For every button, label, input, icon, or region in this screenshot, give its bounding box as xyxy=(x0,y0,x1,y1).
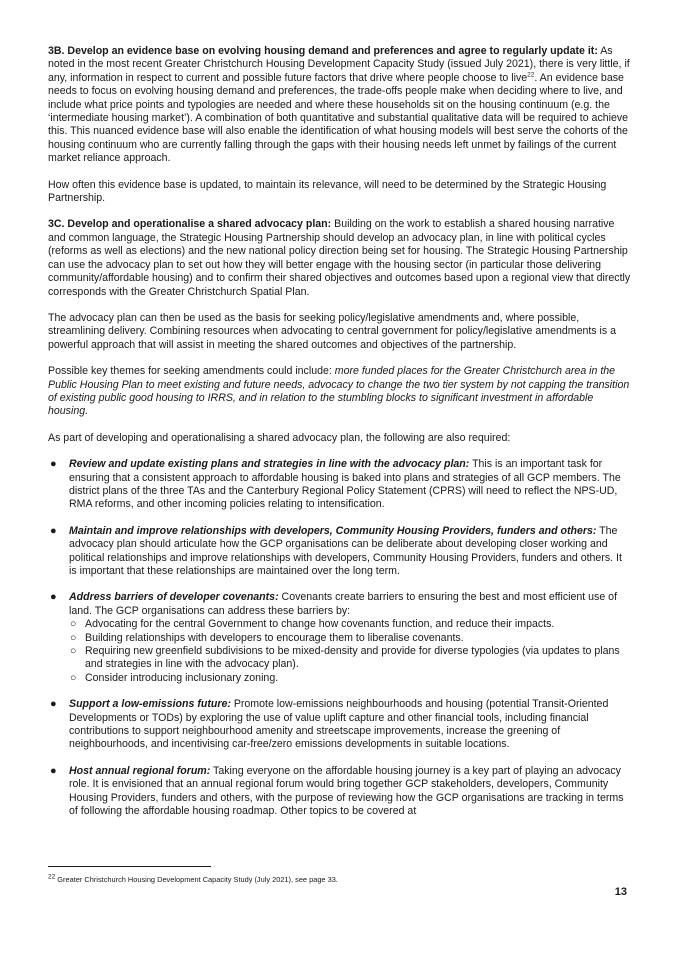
text-3c: Building on the work to establish a shared housing narrative and common language, the Strategic Housing Partnership should develop an advocacy plan, in line with political cycles (reforms as well as elections) and the new national policy direction being set for housing. The Strategic Housing Partnership can use the advocacy plan to set out how they will better engage with the housing sector (in particular those delivering community/affordable housing) and to confirm their shared objectives and outcomes based upon a regional view that directly corresponds with the Greater Christchurch Spatial Plan. xyxy=(48,218,631,298)
bullet-text: The advocacy plan should articulate how the GCP organisations can be deliberate about developing closer working and political relationships and improve relationships with developers, Community Housing Providers, funders and others. It is important that these relationships are maintained over the long term. xyxy=(69,524,622,577)
bullet-text: Promote low-emissions neighbourhoods and housing (potential Transit-Oriented Developments or TODs) by exploring the use of value uplift capture and other financial tools, including financial contributions to support neighbourhood amenity and streetscape improvements, increase the greening of neighbourhoods, and incentivising car-free/zero emissions developments in suitable locations. xyxy=(69,698,609,751)
footnote-reference[interactable]: 22 xyxy=(527,71,535,79)
circle-bullet-icon: ○ xyxy=(70,645,77,658)
circle-bullet-icon: ○ xyxy=(70,618,77,631)
page-content xyxy=(48,45,632,832)
paragraph-advocacy-basis: The advocacy plan can then be used as the basis for seeking policy/legislative amendments and, where possible, streamlining delivery. Combining resources when advocating to central government for policy/legislative amendments is a powerful approach that will assist in meeting the shared outcomes and objectives of the partnership. xyxy=(48,311,617,351)
bullet-list xyxy=(48,458,632,818)
sub-bullet-text: Consider introducing inclusionary zoning. xyxy=(85,671,279,684)
paragraph-key-themes xyxy=(48,365,632,419)
sub-list-item xyxy=(69,618,632,631)
text-3b-part1: As noted in the most recent Greater Christchurch Housing Development Capacity Study (issued July 2021), there is very little, if any, information in respect to current and possible future factors that drive where people choose to live xyxy=(48,45,630,84)
paragraph-3b-update: How often this evidence base is updated, to maintain its relevance, will need to be determined by the Strategic Housing Partnership. xyxy=(48,178,607,205)
sub-bullet-list xyxy=(69,618,632,685)
heading-3c: 3C. Develop and operationalise a shared advocacy plan: xyxy=(48,218,332,231)
bullet-text: Covenants create barriers to ensuring the best and most efficient use of land. The GCP organisations can address these barriers by: xyxy=(69,591,618,617)
list-item xyxy=(48,458,632,512)
sub-list-item xyxy=(69,632,632,645)
sub-list-item xyxy=(69,672,632,685)
page-number: 13 xyxy=(614,886,627,898)
text-3b-part2: . An evidence base needs to focus on evolving housing demand and preferences, the trade-offs people make when deciding where to live, and include what price points and typologies are needed and where these households sit on the housing continuum (e.g. the ‘intermediate housing market’). A combination of both quantitative and substantial qualitative data will be required to achieve this. This nuanced evidence base will also enable the identification of what housing models will best serve the cohorts of the housing continuum who are currently falling through the gaps with their housing needs left unmet by failings of the current market reliance approach. xyxy=(48,71,629,165)
sub-bullet-text: Advocating for the central Government to change how covenants function, and reduce their impacts. xyxy=(85,618,555,631)
bullet-text: Taking everyone on the affordable housing journey is a key part of playing an advocacy role. It is envisioned that an annual regional forum would bring together GCP stakeholders, developers, Community Housing Providers, funders and others, with the purpose of reviewing how the GCP organisations are tracking in terms of following the affordable housing roadmap. Other topics to be covered at xyxy=(69,764,624,818)
bullet-title: Support a low-emissions future: xyxy=(69,698,231,711)
bullet-text: This is an important task for ensuring that a consistent approach to affordable housing is baked into plans and strategies of all GCP members. The district plans of the three TAs and the Canterbury Regional Policy Statement (CPRS) will need to reflect the NPS-UD, RMA reforms, and other incoming policies relating to intensification. xyxy=(69,458,621,511)
bullet-icon: ● xyxy=(50,591,57,604)
bullet-title: Review and update existing plans and strategies in line with the advocacy plan: xyxy=(69,458,470,471)
sub-bullet-text: Building relationships with developers to encourage them to liberalise covenants. xyxy=(85,631,464,644)
bullet-icon: ● xyxy=(50,524,57,537)
key-themes-italic: more funded places for the Greater Christchurch area in the Public Housing Plan to meet existing and future needs, advocacy to change the two tier system by not capping the transition of existing public good housing to IRRS, and in relation to the stumbling blocks to significant investment in affordable housing. xyxy=(48,365,630,418)
bullet-title: Address barriers of developer covenants: xyxy=(69,591,279,604)
heading-3b: 3B. Develop an evidence base on evolving housing demand and preferences and agree to regularly update it: xyxy=(48,45,598,57)
footnote-divider xyxy=(48,866,211,867)
list-item xyxy=(48,765,632,819)
paragraph-3c xyxy=(48,218,632,298)
footnote-number: 22 xyxy=(48,873,56,881)
footnote-text: Greater Christchurch Housing Development Capacity Study (July 2021), see page 33. xyxy=(55,875,338,884)
paragraph-3b xyxy=(48,45,632,166)
bullet-title: Host annual regional forum: xyxy=(69,764,211,777)
list-item xyxy=(48,698,632,752)
footnote xyxy=(48,875,338,884)
bullet-title: Maintain and improve relationships with developers, Community Housing Providers, funders and others: xyxy=(69,524,597,537)
bullet-icon: ● xyxy=(50,764,57,777)
sub-list-item xyxy=(69,645,632,672)
key-themes-lead: Possible key themes for seeking amendments could include: xyxy=(48,365,335,378)
circle-bullet-icon: ○ xyxy=(70,631,77,644)
paragraph-required-intro: As part of developing and operationalising a shared advocacy plan, the following are also required: xyxy=(48,431,511,444)
bullet-icon: ● xyxy=(50,698,57,711)
circle-bullet-icon: ○ xyxy=(70,671,77,684)
list-item xyxy=(48,525,632,579)
bullet-icon: ● xyxy=(50,458,57,471)
sub-bullet-text: Requiring new greenfield subdivisions to be mixed-density and provide for diverse typologies (via updates to plans and strategies in line with the advocacy plan). xyxy=(85,645,620,671)
list-item xyxy=(48,591,632,685)
